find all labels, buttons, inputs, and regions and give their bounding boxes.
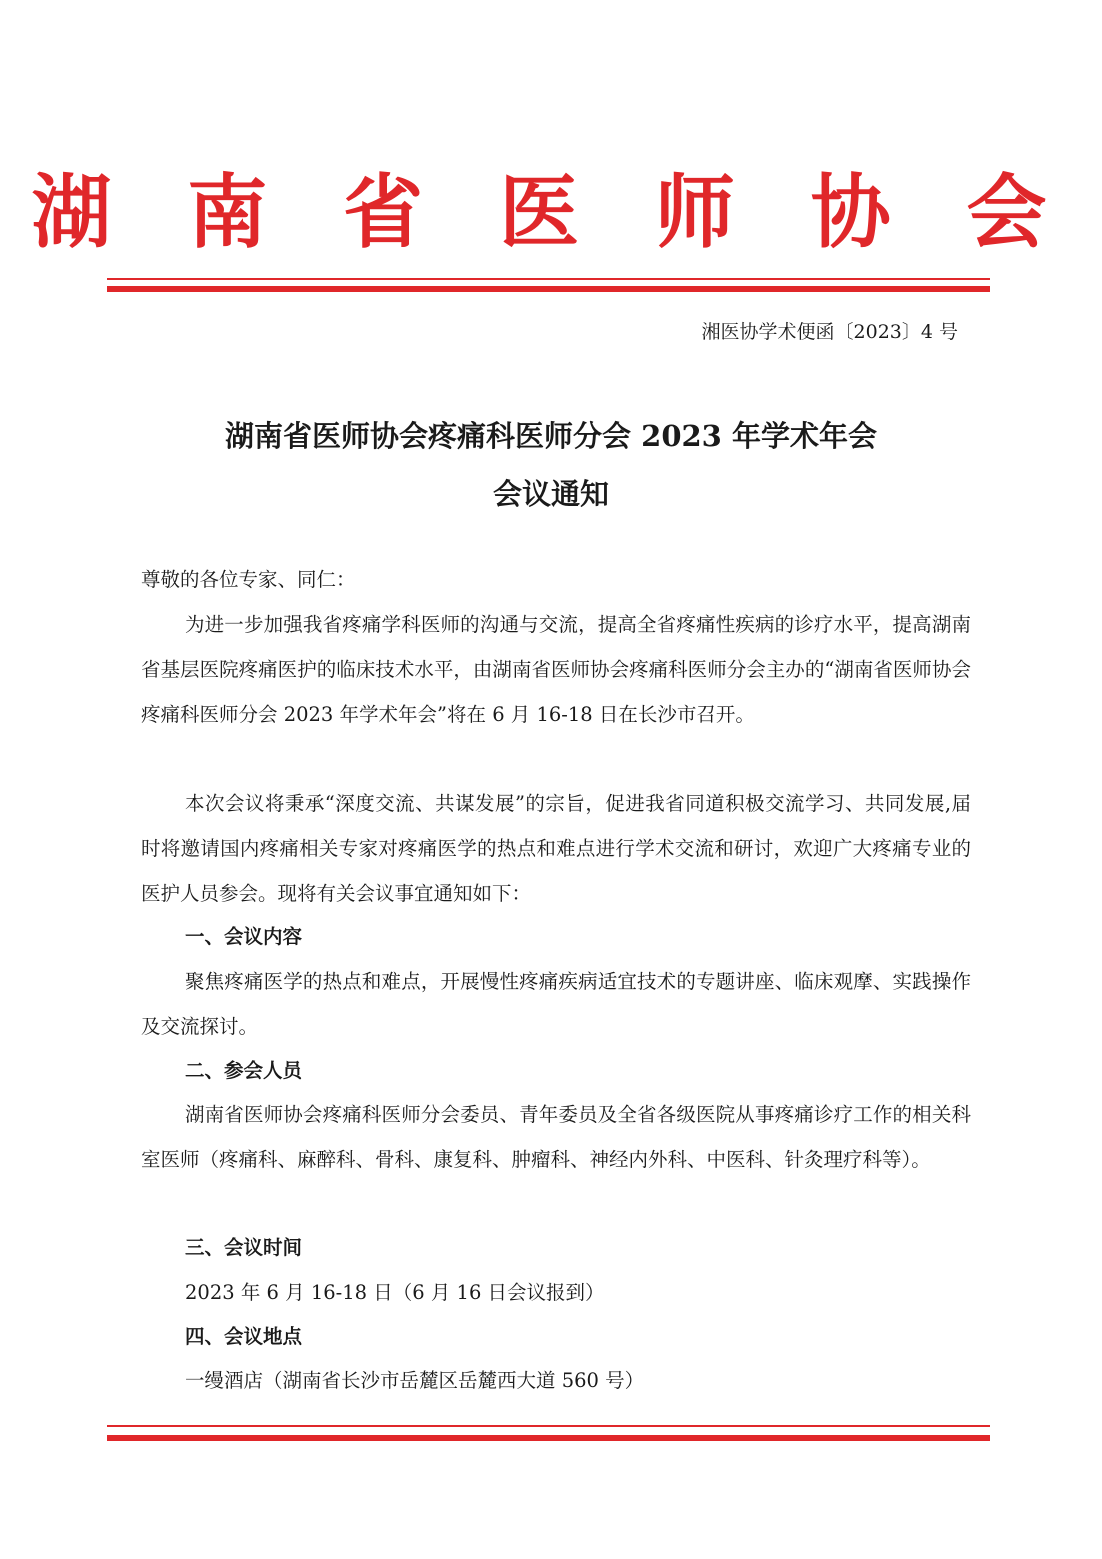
- section-heading-time: 三、会议时间: [185, 1236, 303, 1259]
- section-text-content: 聚焦疼痛医学的热点和难点，开展慢性疼痛疾病适宜技术的专题讲座、临床观摩、实践操作及交流探讨。: [141, 970, 971, 1038]
- purpose-paragraph: 本次会议将秉承“深度交流、共谋发展”的宗旨，促进我省同道积极交流学习、共同发展,届时将邀请国内疼痛相关专家对疼痛医学的热点和难点进行学术交流和研讨，欢迎广大疼痛专业的医护人员参会。现将有关会议事宜通知如下：: [141, 792, 971, 905]
- org-masthead: 湖 南 省 医 师 协 会: [31, 165, 1071, 259]
- section-heading-content: 一、会议内容: [185, 925, 303, 948]
- section-heading-venue: 四、会议地点: [185, 1325, 303, 1348]
- document-title: 湖南省医师协会疼痛科医师分会 2023 年学术年会: [225, 419, 877, 453]
- document-number: 湘医协学术便函〔2023〕4 号: [701, 321, 958, 343]
- intro-paragraph: 为进一步加强我省疼痛学科医师的沟通与交流，提高全省疼痛性疾病的诊疗水平，提高湖南省基层医院疼痛医护的临床技术水平，由湖南省医师协会疼痛科医师分会主办的“湖南省医师协会疼痛科医师分会 2023 年学术年会”将在 6 月 16-18 日在长沙市召开。: [141, 613, 971, 726]
- header-rule-thick: [107, 286, 990, 292]
- section-heading-attendees: 二、参会人员: [185, 1059, 303, 1082]
- document-subtitle: 会议通知: [492, 477, 609, 511]
- section-text-attendees: 湖南省医师协会疼痛科医师分会委员、青年委员及全省各级医院从事疼痛诊疗工作的相关科室医师（疼痛科、麻醉科、骨科、康复科、肿瘤科、神经内外科、中医科、针灸理疗科等）。: [141, 1103, 971, 1171]
- header-rule-thin: [107, 278, 990, 280]
- footer-rule-thick: [107, 1435, 990, 1441]
- section-text-time: 2023 年 6 月 16-18 日（6 月 16 日会议报到）: [185, 1281, 605, 1304]
- section-text-venue: 一缦酒店（湖南省长沙市岳麓区岳麓西大道 560 号）: [185, 1369, 645, 1392]
- footer-rule-thin: [107, 1425, 990, 1427]
- salutation: 尊敬的各位专家、同仁：: [141, 568, 356, 591]
